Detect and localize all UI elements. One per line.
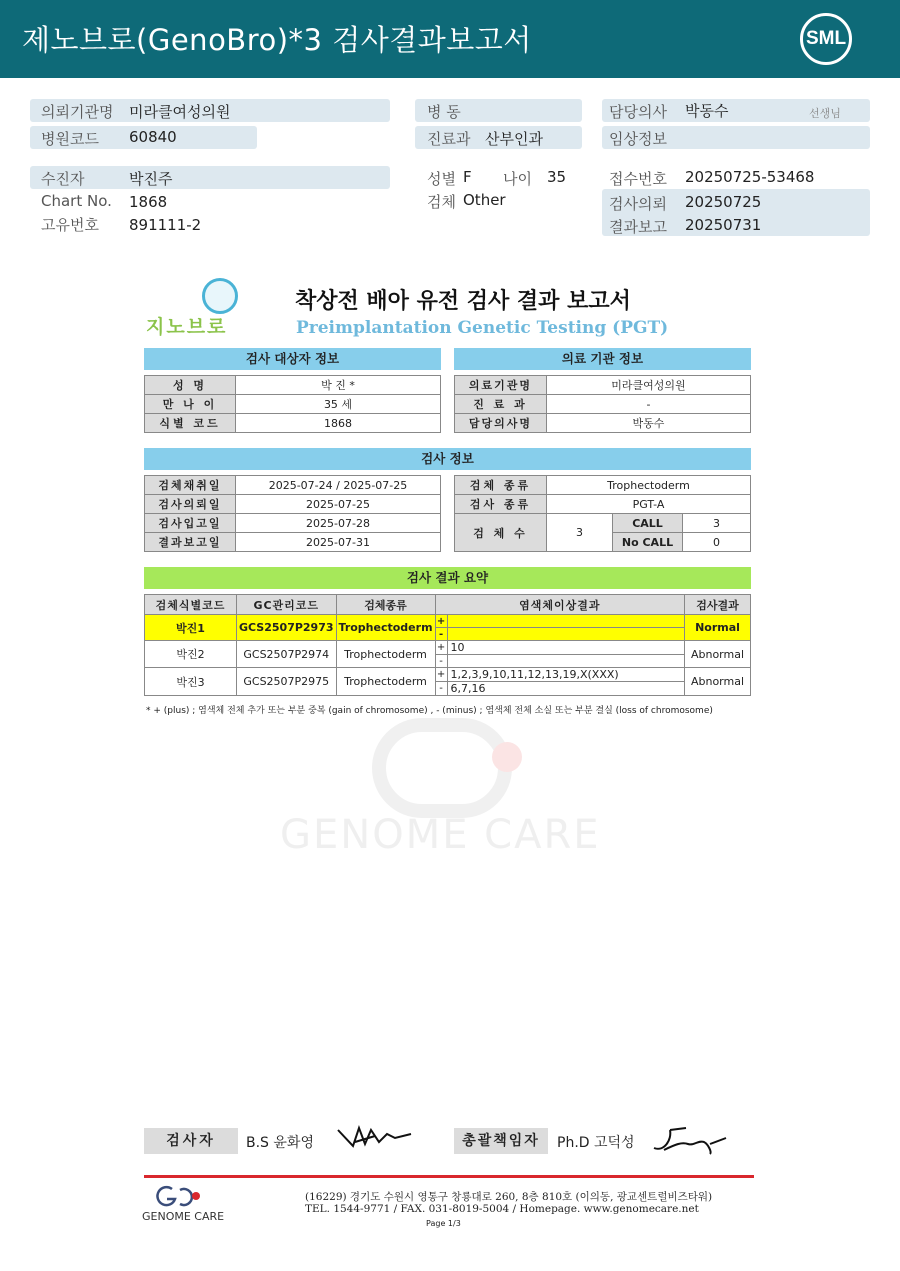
call-value: 3 (683, 514, 751, 533)
subject-code-label: 식별 코드 (145, 414, 236, 433)
watermark-logo-icon (372, 718, 512, 818)
request-label: 검사의뢰 (609, 195, 667, 213)
inst-doctor-label: 담당의사명 (455, 414, 547, 433)
report-title: 착상전 배아 유전 검사 결과 보고서 (295, 289, 631, 314)
col-header-chrom: 염색체이상결과 (435, 595, 684, 615)
footer-contact: TEL. 1544-9771 / FAX. 031-8019-5004 / Homepage. www.genomecare.net (305, 1203, 699, 1215)
table-row (455, 495, 751, 514)
row1-gc: GCS2507P2973 (237, 615, 337, 641)
subject-name-label: 성 명 (145, 376, 236, 395)
row2-plus-sign: + (436, 642, 446, 653)
specimen-type-label: 검체 종류 (455, 476, 547, 495)
watermark-text: GENOME CARE (280, 812, 601, 858)
subject-section-header: 검사 대상자 정보 (144, 348, 441, 370)
footer-divider (144, 1175, 754, 1178)
doctor-suffix: 선생님 (809, 107, 841, 120)
patient-label: 수진자 (41, 170, 85, 188)
request-value: 20250725 (685, 193, 762, 211)
sml-logo-text: SML (805, 28, 847, 49)
table-row (145, 641, 751, 655)
hospital-code-value: 60840 (129, 128, 177, 146)
row3-type: Trophectoderm (336, 668, 435, 696)
row3-minus-sign: - (435, 682, 447, 696)
sex-value: F (463, 168, 472, 186)
receive-date-label: 검사입고일 (145, 514, 236, 533)
request-date-label: 검사의뢰일 (145, 495, 236, 514)
summary-section-header: 검사 결과 요약 (144, 567, 751, 589)
specimen-label: 검체 (427, 193, 456, 211)
row3-plus-sign: + (436, 669, 446, 680)
test-dates-table (144, 475, 441, 552)
specimen-count-label: 검 체 수 (455, 514, 547, 552)
row3-result: Abnormal (685, 668, 751, 696)
clinical-label: 임상정보 (609, 130, 667, 148)
watermark-dot-icon (492, 742, 522, 772)
table-row (455, 476, 751, 495)
collect-date-label: 검체채취일 (145, 476, 236, 495)
subject-age-value: 35 세 (236, 395, 441, 414)
nocall-label: No CALL (613, 533, 683, 552)
row3-gc: GCS2507P2975 (237, 668, 337, 696)
header-bar (0, 0, 900, 78)
sml-logo (800, 13, 852, 65)
dept-label: 진료과 (427, 130, 471, 148)
tester-name: B.S 윤화영 (246, 1135, 314, 1151)
hospital-code-label: 병원코드 (41, 130, 99, 148)
doctor-value: 박동수 (685, 102, 729, 120)
table-row (455, 395, 751, 414)
inst-doctor-value: 박동수 (547, 414, 751, 433)
report-subtitle: Preimplantation Genetic Testing (PGT) (296, 318, 669, 338)
director-signature-icon (650, 1122, 730, 1156)
row1-type: Trophectoderm (336, 615, 435, 641)
table-row (455, 514, 751, 533)
row2-plus: 10 (447, 641, 684, 655)
age-label: 나이 (503, 170, 532, 188)
table-row (145, 668, 751, 682)
director-label: 총괄책임자 (454, 1128, 548, 1154)
col-header-gc: GC관리코드 (237, 595, 337, 615)
receive-date-value: 2025-07-28 (236, 514, 441, 533)
institution-table (454, 375, 751, 433)
inst-name-value: 미라클여성의원 (547, 376, 751, 395)
table-row (145, 476, 441, 495)
receipt-value: 20250725-53468 (685, 168, 815, 186)
specimen-type-value: Trophectoderm (547, 476, 751, 495)
subject-name-value: 박 진 * (236, 376, 441, 395)
unique-value: 891111-2 (129, 216, 202, 234)
doctor-label: 담당의사 (609, 103, 667, 121)
summary-table (144, 594, 751, 696)
table-row (145, 514, 441, 533)
specimen-count-value: 3 (547, 514, 613, 552)
report-date-value: 2025-07-31 (236, 533, 441, 552)
genome-care-logo-text: GENOME CARE (142, 1210, 225, 1223)
test-type-label: 검사 종류 (455, 495, 547, 514)
collect-date-value: 2025-07-24 / 2025-07-25 (236, 476, 441, 495)
subject-code-value: 1868 (236, 414, 441, 433)
table-row (145, 615, 751, 628)
call-label: CALL (613, 514, 683, 533)
table-row (145, 495, 441, 514)
page-title: 제노브로(GenoBro)*3 검사결과보고서 (22, 23, 532, 57)
row3-plus: 1,2,3,9,10,11,12,13,19,X(XXX) (447, 668, 684, 682)
director-name: Ph.D 고덕성 (557, 1135, 635, 1151)
test-detail-table (454, 475, 751, 552)
genobro-logo-icon (202, 278, 238, 314)
tester-signature-icon (335, 1122, 415, 1154)
test-type-value: PGT-A (547, 495, 751, 514)
row2-gc: GCS2507P2974 (237, 641, 337, 668)
col-header-id: 검체식별코드 (145, 595, 237, 615)
table-row (455, 376, 751, 395)
unique-label: 고유번호 (41, 216, 99, 234)
row2-minus (447, 655, 684, 668)
subject-age-label: 만 나 이 (145, 395, 236, 414)
col-header-result: 검사결과 (685, 595, 751, 615)
institution-value: 미라클여성의원 (129, 103, 231, 121)
report-label: 결과보고 (609, 218, 667, 236)
row3-minus: 6,7,16 (447, 682, 684, 696)
genome-care-logo-icon (146, 1184, 206, 1210)
row2-id: 박진2 (145, 641, 237, 668)
row2-result: Abnormal (685, 641, 751, 668)
table-row (145, 414, 441, 433)
receipt-label: 접수번호 (609, 170, 667, 188)
row1-minus-sign: - (435, 628, 447, 641)
sex-label: 성별 (427, 170, 456, 188)
table-row (145, 533, 441, 552)
age-value: 35 (547, 168, 567, 186)
genobro-logo-text: 지노브로 (146, 316, 228, 338)
row1-plus-sign: + (436, 615, 446, 627)
chart-value: 1868 (129, 193, 168, 211)
row1-result: Normal (685, 615, 751, 641)
inst-dept-label: 진 료 과 (455, 395, 547, 414)
specimen-value: Other (463, 191, 506, 209)
institution-label: 의뢰기관명 (41, 103, 114, 121)
page-number: Page 1/3 (426, 1219, 461, 1228)
row1-id: 박진1 (145, 615, 237, 641)
inst-dept-value: - (547, 395, 751, 414)
report-date-label: 결과보고일 (145, 533, 236, 552)
footnote: * + (plus) ; 염색체 전체 추가 또는 부분 중복 (gain of chromosome) , - (minus) ; 염색체 전체 소실 또는 부분 결실 (loss of chromosome) (146, 706, 713, 716)
request-date-value: 2025-07-25 (236, 495, 441, 514)
subject-table (144, 375, 441, 433)
inst-name-label: 의료기관명 (455, 376, 547, 395)
row2-type: Trophectoderm (336, 641, 435, 668)
footer-address: (16229) 경기도 수원시 영통구 창룡대로 260, 8층 810호 (이의동, 광교센트럴비즈타워) (305, 1191, 713, 1203)
row2-minus-sign: - (435, 655, 447, 668)
col-header-type: 검체종류 (336, 595, 435, 615)
row3-id: 박진3 (145, 668, 237, 696)
table-row (455, 414, 751, 433)
chart-label: Chart No. (41, 192, 112, 210)
row1-plus (447, 615, 684, 628)
dept-value: 산부인과 (485, 130, 543, 148)
table-row (145, 376, 441, 395)
tester-label: 검사자 (144, 1128, 238, 1154)
patient-value: 박진주 (129, 170, 173, 188)
table-header-row (145, 595, 751, 615)
row1-minus (447, 628, 684, 641)
report-value: 20250731 (685, 216, 762, 234)
nocall-value: 0 (683, 533, 751, 552)
test-section-header: 검사 정보 (144, 448, 751, 470)
ward-label: 병 동 (427, 103, 461, 121)
institution-section-header: 의료 기관 정보 (454, 348, 751, 370)
table-row (145, 395, 441, 414)
